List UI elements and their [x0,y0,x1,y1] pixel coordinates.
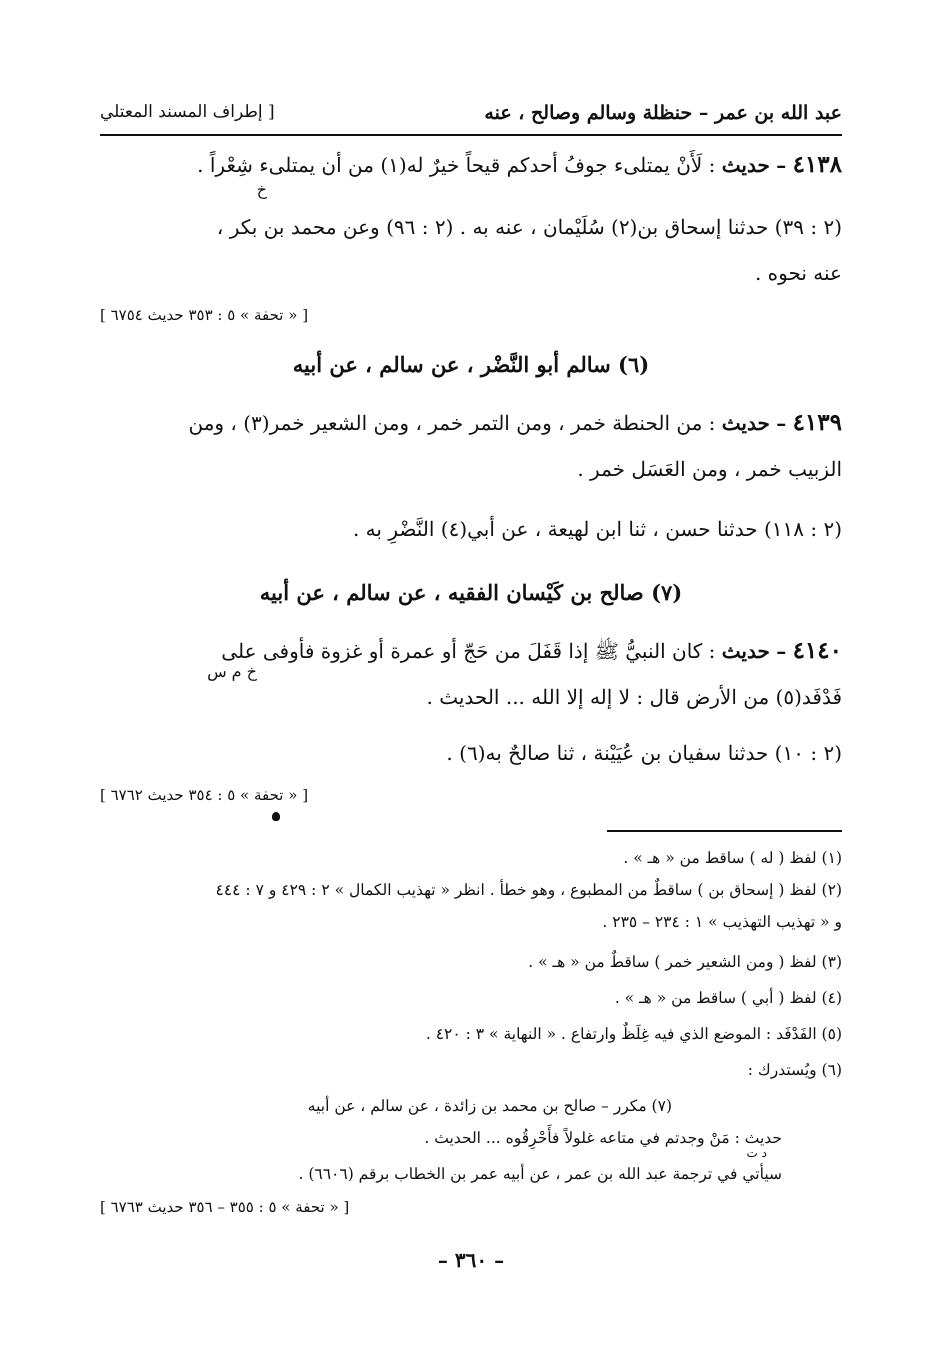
note-7-hadith: حديث : مَنْ وجدتم في متاعه غلولاً فأَحْرِقُوه ... الحديث . [424,1129,782,1147]
footnote-2-cont: و « تهذيب التهذيب » ١ : ٢٣٤ – ٢٣٥ . [602,913,842,931]
hadith-4138-chain-cont: عنه نحوه . [754,261,842,285]
hadith-4139: ٤١٣٩ – حديث : من الحنطة خمر ، ومن التمر خمر ، ومن الشعير خمر(٣) ، ومن [188,409,842,436]
note-7-title: (٧) مكرر – صالح بن محمد بن زائدة ، عن سالم ، عن أبيه [307,1097,672,1115]
footnote-4: (٤) لفظ ( أبي ) ساقط من « هـ » . [614,989,842,1007]
hadith-label: حديث [721,153,770,177]
hadith-number: ٤١٣٨ [792,151,842,178]
hadith-4140-reference: [ « تحفة » ٥ : ٣٥٤ حديث ٦٧٦٢ ] [100,786,309,804]
footnote-6: (٦) ويُستدرك : [747,1061,842,1079]
hadith-4138-mark: خ [256,180,267,199]
hadith-number: ٤١٤٠ [792,637,842,664]
running-header [100,98,842,136]
footnote-1: (١) لفظ ( له ) ساقط من « هـ » . [623,849,842,867]
hadith-4140: ٤١٤٠ – حديث : كان النبيُّ ﷺ إذا قَفَلَ من حَجّ أو عمرة أو غزوة فأوفى على [221,637,842,664]
page-number: – ٣٦٠ – [437,1248,505,1272]
hadith-4139-chain: (٢ : ١١٨) حدثنا حسن ، ثنا ابن لهيعة ، عن أبي(٤) النَّضْرِ به . [352,517,842,541]
note-7-see: سيأتي في ترجمة عبد الله بن عمر ، عن أبيه عمر بن الخطاب برقم (٦٦٠٦) . [298,1165,782,1183]
hadith-label: حديث [721,639,770,663]
footnote-3: (٣) لفظ ( ومن الشعير خمر ) ساقطٌ من « هـ » . [528,953,842,971]
hadith-4140-chain: (٢ : ١٠) حدثنا سفيان بن عُيَيْنة ، ثنا صالحٌ به(٦) . [446,741,842,765]
hadith-4140-text-cont: فَدْفَد(٥) من الأرض قال : لا إله إلا الله ... الحديث . [426,685,842,709]
section-heading-6: (٦) سالم أبو النَّضْر ، عن سالم ، عن أبيه [292,352,650,377]
hadith-4138-reference: [ « تحفة » ٥ : ٣٥٣ حديث ٦٧٥٤ ] [100,306,309,324]
header-book-title: [ إطراف المسند المعتلي [100,102,275,122]
hadith-4138: ٤١٣٨ – حديث : لَأَنْ يمتلىء جوفُ أحدكم قيحاً خيرٌ له(١) من أن يمتلىء شِعْراً . [197,151,842,178]
hadith-label: حديث [721,411,770,435]
footnote-5: (٥) الفَدْفَد : الموضع الذي فيه غِلَظٌ وارتفاع . « النهاية » ٣ : ٤٢٠ . [425,1025,842,1043]
note-7-reference: [ « تحفة » ٥ : ٣٥٥ – ٣٥٦ حديث ٦٧٦٣ ] [100,1198,350,1216]
hadith-text: : لَأَنْ يمتلىء جوفُ أحدكم قيحاً خيرٌ له(١) من أن يمتلىء شِعْراً . [197,153,716,177]
section-heading-7: (٧) صالح بن كَيْسان الفقيه ، عن سالم ، عن أبيه [259,580,683,605]
ink-dot [272,812,280,821]
header-title: عبد الله بن عمر – حنظلة وسالم وصالح ، عنه [484,102,842,124]
hadith-4138-chain: (٢ : ٣٩) حدثنا إسحاق بن(٢) سُلَيْمان ، عنه به . (٢ : ٩٦) وعن محمد بن بكر ، [216,215,842,239]
hadith-text: : كان النبيُّ ﷺ إذا قَفَلَ من حَجّ أو عمرة أو غزوة فأوفى على [221,639,716,663]
note-7-mark: د ت [746,1146,767,1160]
hadith-number: ٤١٣٩ [792,409,842,436]
hadith-4139-text-cont: الزبيب خمر ، ومن العَسَل خمر . [577,457,842,481]
footnote-rule [607,830,842,832]
hadith-text: : من الحنطة خمر ، ومن التمر خمر ، ومن الشعير خمر(٣) ، ومن [188,411,716,435]
hadith-4140-mark: خ م س [207,662,257,681]
footnote-2: (٢) لفظ ( إسحاق بن ) ساقطٌ من المطبوع ، وهو خطأ . انظر « تهذيب الكمال » ٢ : ٤٢٩ و ٧ : ٤٤٤ [215,881,842,899]
